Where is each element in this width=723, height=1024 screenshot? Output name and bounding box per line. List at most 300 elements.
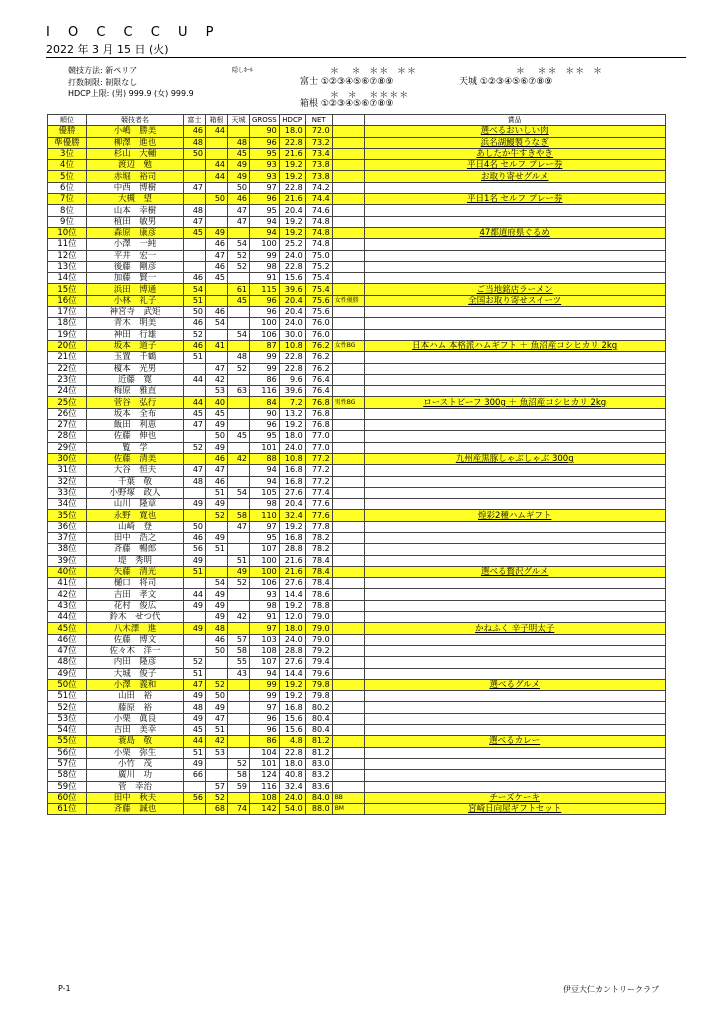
cell-fuji: 48 — [184, 702, 206, 713]
cell-hdcp: 18.0 — [279, 758, 305, 769]
cell-net: 75.2 — [305, 261, 332, 272]
table-row — [48, 634, 666, 645]
table-row — [48, 239, 666, 250]
cell-hakone — [206, 352, 228, 363]
cell-hdcp: 24.0 — [279, 442, 305, 453]
cell-name: 小林 礼子 — [87, 295, 184, 306]
cell-rank: 54位 — [48, 725, 87, 736]
cell-rank: 優勝 — [48, 126, 87, 137]
cell-prize: 選べるおいしい肉 — [364, 126, 665, 137]
cell-amagi — [228, 691, 250, 702]
cell-amagi: 47 — [228, 216, 250, 227]
cell-note — [332, 544, 364, 555]
cell-gross: 93 — [250, 589, 280, 600]
cell-gross: 108 — [250, 792, 280, 803]
col-net-header: NET — [305, 115, 332, 126]
cell-name: 近藤 寛 — [87, 374, 184, 385]
cell-net: 83.6 — [305, 781, 332, 792]
cell-fuji: 49 — [184, 713, 206, 724]
table-row — [48, 725, 666, 736]
cell-name: 飯田 利恵 — [87, 420, 184, 431]
cell-note — [332, 713, 364, 724]
table-row — [48, 747, 666, 758]
cell-hdcp: 20.4 — [279, 295, 305, 306]
cell-hakone: 42 — [206, 374, 228, 385]
cell-hakone: 45 — [206, 408, 228, 419]
cell-net: 78.4 — [305, 555, 332, 566]
cell-fuji: 48 — [184, 137, 206, 148]
cell-hdcp: 10.8 — [279, 340, 305, 351]
cell-hakone: 54 — [206, 318, 228, 329]
cell-amagi — [228, 273, 250, 284]
cell-prize — [364, 363, 665, 374]
cell-fuji: 51 — [184, 352, 206, 363]
cell-hakone: 53 — [206, 747, 228, 758]
cell-fuji: 56 — [184, 544, 206, 555]
cell-prize — [364, 521, 665, 532]
table-row — [48, 668, 666, 679]
cell-prize — [364, 747, 665, 758]
cell-amagi — [228, 374, 250, 385]
cell-note — [332, 194, 364, 205]
cell-amagi — [228, 679, 250, 690]
cell-hdcp: 19.2 — [279, 171, 305, 182]
cell-net: 74.8 — [305, 216, 332, 227]
cell-hakone: 49 — [206, 612, 228, 623]
cell-net: 77.2 — [305, 476, 332, 487]
cell-note — [332, 510, 364, 521]
cell-note — [332, 465, 364, 476]
cell-fuji — [184, 261, 206, 272]
cell-amagi — [228, 532, 250, 543]
cell-name: 吉田 美幸 — [87, 725, 184, 736]
cell-gross: 96 — [250, 295, 280, 306]
cell-hdcp: 19.2 — [279, 521, 305, 532]
table-header-row — [48, 115, 666, 126]
cell-name: 花村 俊広 — [87, 600, 184, 611]
cell-note — [332, 160, 364, 171]
cell-name: 柳澤 進也 — [87, 137, 184, 148]
cell-rank: 35位 — [48, 510, 87, 521]
cell-net: 75.4 — [305, 284, 332, 295]
table-row — [48, 487, 666, 498]
cell-note — [332, 227, 364, 238]
cell-hdcp: 30.0 — [279, 329, 305, 340]
cell-amagi: 50 — [228, 182, 250, 193]
cell-note — [332, 645, 364, 656]
cell-prize: チーズケーキ — [364, 792, 665, 803]
cell-prize — [364, 307, 665, 318]
cell-amagi — [228, 442, 250, 453]
cell-prize: 日本ハム 本格派ハムギフト ＋ 魚沼産コシヒカリ 2kg — [364, 340, 665, 351]
cell-rank: 57位 — [48, 758, 87, 769]
cell-amagi — [228, 589, 250, 600]
cell-net: 74.8 — [305, 227, 332, 238]
cell-rank: 31位 — [48, 465, 87, 476]
cell-gross: 99 — [250, 250, 280, 261]
cell-amagi — [228, 307, 250, 318]
cell-hdcp: 22.8 — [279, 182, 305, 193]
cell-gross: 97 — [250, 182, 280, 193]
cell-rank: 34位 — [48, 499, 87, 510]
cell-name: 青木 明美 — [87, 318, 184, 329]
cell-amagi: 49 — [228, 171, 250, 182]
cell-note — [332, 352, 364, 363]
table-row — [48, 295, 666, 306]
cell-name: 坂本 全布 — [87, 408, 184, 419]
cell-hakone: 49 — [206, 702, 228, 713]
cell-note — [332, 329, 364, 340]
cell-name: 山崎 登 — [87, 521, 184, 532]
cell-fuji: 47 — [184, 420, 206, 431]
cell-fuji: 44 — [184, 736, 206, 747]
cell-rank: 33位 — [48, 487, 87, 498]
cell-note — [332, 126, 364, 137]
cell-prize — [364, 250, 665, 261]
cell-gross: 86 — [250, 736, 280, 747]
cell-hakone — [206, 566, 228, 577]
cell-hakone — [206, 216, 228, 227]
cell-name: 斉藤 暢郎 — [87, 544, 184, 555]
cell-net: 76.4 — [305, 386, 332, 397]
cell-fuji: 49 — [184, 499, 206, 510]
cell-net: 76.8 — [305, 397, 332, 408]
table-row — [48, 205, 666, 216]
cell-hdcp: 12.0 — [279, 612, 305, 623]
table-row — [48, 499, 666, 510]
cell-note — [332, 499, 364, 510]
cell-hdcp: 18.0 — [279, 126, 305, 137]
cell-prize — [364, 476, 665, 487]
cell-gross: 93 — [250, 160, 280, 171]
cell-fuji: 49 — [184, 623, 206, 634]
cell-gross: 96 — [250, 137, 280, 148]
competition-method: 競技方法: 新ペリア — [68, 66, 138, 75]
cell-fuji: 44 — [184, 589, 206, 600]
cell-net: 75.6 — [305, 295, 332, 306]
cell-note — [332, 284, 364, 295]
cell-rank: 47位 — [48, 645, 87, 656]
cell-fuji: 51 — [184, 295, 206, 306]
cell-hakone: 46 — [206, 261, 228, 272]
stroke-limit: 打数制限: 制限なし — [68, 78, 138, 87]
cell-gross: 94 — [250, 465, 280, 476]
cell-rank: 6位 — [48, 182, 87, 193]
cell-prize — [364, 216, 665, 227]
cell-hakone — [206, 657, 228, 668]
cell-amagi: 48 — [228, 137, 250, 148]
cell-hdcp: 24.0 — [279, 250, 305, 261]
table-row — [48, 736, 666, 747]
cell-fuji — [184, 363, 206, 374]
cell-rank: 12位 — [48, 250, 87, 261]
cell-note — [332, 589, 364, 600]
cell-rank: 44位 — [48, 612, 87, 623]
cell-name: 覧 学 — [87, 442, 184, 453]
cell-name: 赤堀 裕司 — [87, 171, 184, 182]
cell-gross: 99 — [250, 691, 280, 702]
cell-fuji: 46 — [184, 532, 206, 543]
cell-fuji — [184, 578, 206, 589]
cell-hdcp: 16.8 — [279, 702, 305, 713]
table-row — [48, 442, 666, 453]
cell-net: 76.2 — [305, 352, 332, 363]
cell-fuji: 48 — [184, 205, 206, 216]
cell-fuji: 47 — [184, 182, 206, 193]
cell-prize — [364, 532, 665, 543]
cell-hdcp: 22.8 — [279, 261, 305, 272]
cell-rank: 10位 — [48, 227, 87, 238]
table-row — [48, 521, 666, 532]
cell-amagi: 55 — [228, 657, 250, 668]
cell-net: 80.4 — [305, 713, 332, 724]
cell-hakone — [206, 521, 228, 532]
cell-name: 山本 幸樹 — [87, 205, 184, 216]
cell-hakone: 57 — [206, 781, 228, 792]
cell-prize — [364, 781, 665, 792]
cell-amagi — [228, 465, 250, 476]
cell-prize — [364, 544, 665, 555]
cell-gross: 106 — [250, 578, 280, 589]
cell-prize — [364, 420, 665, 431]
cell-gross: 94 — [250, 476, 280, 487]
cell-name: 小野塚 政人 — [87, 487, 184, 498]
cell-name: 神宮寺 武矩 — [87, 307, 184, 318]
cell-note — [332, 487, 364, 498]
cell-gross: 142 — [250, 804, 280, 815]
cell-note — [332, 239, 364, 250]
table-row — [48, 261, 666, 272]
cell-gross: 105 — [250, 487, 280, 498]
cell-net: 81.2 — [305, 747, 332, 758]
cell-rank: 48位 — [48, 657, 87, 668]
cell-hakone — [206, 205, 228, 216]
cell-name: 藤原 裕 — [87, 702, 184, 713]
cell-name: 後藤 剛彦 — [87, 261, 184, 272]
cell-rank: 13位 — [48, 261, 87, 272]
cell-hdcp: 39.6 — [279, 284, 305, 295]
cell-hdcp: 22.8 — [279, 137, 305, 148]
cell-amagi: 63 — [228, 386, 250, 397]
cell-amagi: 49 — [228, 160, 250, 171]
col-hdcp-header: HDCP — [279, 115, 305, 126]
cell-name: 佐藤 伸也 — [87, 431, 184, 442]
cell-amagi: 52 — [228, 578, 250, 589]
cell-prize: 平日4名 セルフ プレー券 — [364, 160, 665, 171]
cell-hakone: 42 — [206, 736, 228, 747]
table-row — [48, 544, 666, 555]
cell-fuji — [184, 781, 206, 792]
club-name: 伊豆大仁カントリークラブ — [563, 985, 659, 994]
cell-note — [332, 216, 364, 227]
cell-rank: 30位 — [48, 453, 87, 464]
cell-net: 76.8 — [305, 420, 332, 431]
cell-prize — [364, 386, 665, 397]
cell-note — [332, 171, 364, 182]
cell-rank: 45位 — [48, 623, 87, 634]
cell-prize — [364, 589, 665, 600]
cell-hakone — [206, 668, 228, 679]
cell-amagi: 58 — [228, 510, 250, 521]
cell-gross: 100 — [250, 239, 280, 250]
cell-fuji — [184, 250, 206, 261]
cell-rank: 20位 — [48, 340, 87, 351]
cell-hakone: 49 — [206, 420, 228, 431]
cell-gross: 96 — [250, 194, 280, 205]
table-row — [48, 340, 666, 351]
table-row — [48, 600, 666, 611]
cell-hdcp: 9.6 — [279, 374, 305, 385]
cell-rank: 26位 — [48, 408, 87, 419]
cell-prize — [364, 657, 665, 668]
cell-net: 79.8 — [305, 679, 332, 690]
cell-net: 77.0 — [305, 442, 332, 453]
cell-gross: 95 — [250, 532, 280, 543]
cell-amagi: 59 — [228, 781, 250, 792]
cell-hakone: 49 — [206, 600, 228, 611]
cell-amagi: 52 — [228, 261, 250, 272]
cell-note — [332, 623, 364, 634]
cell-hdcp: 19.2 — [279, 160, 305, 171]
cell-note — [332, 702, 364, 713]
cell-net: 73.8 — [305, 171, 332, 182]
table-row — [48, 182, 666, 193]
cell-prize — [364, 634, 665, 645]
col-name-header: 競技者名 — [87, 115, 184, 126]
cell-hakone: 41 — [206, 340, 228, 351]
table-row — [48, 318, 666, 329]
cell-note — [332, 137, 364, 148]
cell-gross: 100 — [250, 555, 280, 566]
cell-note — [332, 600, 364, 611]
cell-net: 78.4 — [305, 578, 332, 589]
cell-hdcp: 15.6 — [279, 273, 305, 284]
cell-name: 大城 俊子 — [87, 668, 184, 679]
cell-net: 76.0 — [305, 329, 332, 340]
cell-net: 79.8 — [305, 691, 332, 702]
cell-note — [332, 307, 364, 318]
cell-hdcp: 39.6 — [279, 386, 305, 397]
cell-gross: 99 — [250, 363, 280, 374]
cell-hakone: 52 — [206, 792, 228, 803]
cell-name: 小栗 弥生 — [87, 747, 184, 758]
cell-rank: 59位 — [48, 781, 87, 792]
cell-note — [332, 273, 364, 284]
cell-gross: 94 — [250, 216, 280, 227]
cell-hdcp: 20.4 — [279, 307, 305, 318]
cell-amagi — [228, 408, 250, 419]
cell-net: 79.6 — [305, 668, 332, 679]
cell-amagi — [228, 544, 250, 555]
cell-hakone: 49 — [206, 227, 228, 238]
cell-rank: 22位 — [48, 363, 87, 374]
table-row — [48, 566, 666, 577]
cell-note — [332, 566, 364, 577]
cell-note — [332, 532, 364, 543]
table-row — [48, 510, 666, 521]
cell-fuji: 49 — [184, 691, 206, 702]
cell-amagi: 45 — [228, 431, 250, 442]
cell-name: 小栗 眞良 — [87, 713, 184, 724]
cell-note — [332, 578, 364, 589]
cell-name: 平井 宏一 — [87, 250, 184, 261]
cell-amagi: 58 — [228, 770, 250, 781]
cell-prize: 宮崎日向屋ギフトセット — [364, 804, 665, 815]
cell-hdcp: 28.8 — [279, 544, 305, 555]
cell-net: 77.0 — [305, 431, 332, 442]
cell-amagi: 43 — [228, 668, 250, 679]
cell-gross: 97 — [250, 623, 280, 634]
cell-gross: 98 — [250, 600, 280, 611]
cell-hakone: 46 — [206, 476, 228, 487]
cell-name: 千葉 敬 — [87, 476, 184, 487]
cell-gross: 91 — [250, 273, 280, 284]
cell-gross: 99 — [250, 679, 280, 690]
cell-amagi: 54 — [228, 239, 250, 250]
table-row — [48, 329, 666, 340]
cell-note — [332, 420, 364, 431]
table-row — [48, 148, 666, 159]
cell-prize — [364, 691, 665, 702]
cell-net: 73.8 — [305, 160, 332, 171]
cell-name: 中西 博樹 — [87, 182, 184, 193]
cell-note — [332, 442, 364, 453]
col-gross-header: GROSS — [250, 115, 280, 126]
cell-name: 森原 康彦 — [87, 227, 184, 238]
cell-gross: 107 — [250, 657, 280, 668]
cell-name: 佐藤 博文 — [87, 634, 184, 645]
cell-note — [332, 318, 364, 329]
cell-rank: 61位 — [48, 804, 87, 815]
cell-net: 78.6 — [305, 589, 332, 600]
cell-rank: 41位 — [48, 578, 87, 589]
cell-gross: 97 — [250, 702, 280, 713]
table-row — [48, 713, 666, 724]
cell-amagi: 49 — [228, 566, 250, 577]
cell-prize — [364, 668, 665, 679]
cell-fuji — [184, 431, 206, 442]
cell-prize — [364, 487, 665, 498]
cell-hdcp: 19.2 — [279, 227, 305, 238]
cell-fuji: 49 — [184, 758, 206, 769]
cell-amagi — [228, 713, 250, 724]
hidden-holes-label: 隠しﾎｰﾙ — [232, 67, 254, 74]
cell-gross: 97 — [250, 521, 280, 532]
cell-gross: 96 — [250, 420, 280, 431]
cell-hakone: 46 — [206, 239, 228, 250]
cell-net: 78.8 — [305, 600, 332, 611]
cell-gross: 98 — [250, 261, 280, 272]
cell-net: 79.0 — [305, 634, 332, 645]
cell-amagi — [228, 792, 250, 803]
cell-fuji — [184, 160, 206, 171]
cell-net: 83.0 — [305, 758, 332, 769]
table-row — [48, 758, 666, 769]
cell-note — [332, 386, 364, 397]
cell-hdcp: 15.6 — [279, 713, 305, 724]
fuji-holes: 富士 ①②③④⑤⑥⑦⑧⑨ — [300, 77, 394, 87]
cell-name: 山川 隆章 — [87, 499, 184, 510]
cell-hdcp: 18.0 — [279, 431, 305, 442]
cell-note — [332, 691, 364, 702]
cell-gross: 91 — [250, 612, 280, 623]
col-fuji-header: 富士 — [184, 115, 206, 126]
cell-rank: 60位 — [48, 792, 87, 803]
cell-amagi — [228, 702, 250, 713]
cell-fuji: 46 — [184, 340, 206, 351]
cell-net: 79.0 — [305, 623, 332, 634]
table-row — [48, 216, 666, 227]
